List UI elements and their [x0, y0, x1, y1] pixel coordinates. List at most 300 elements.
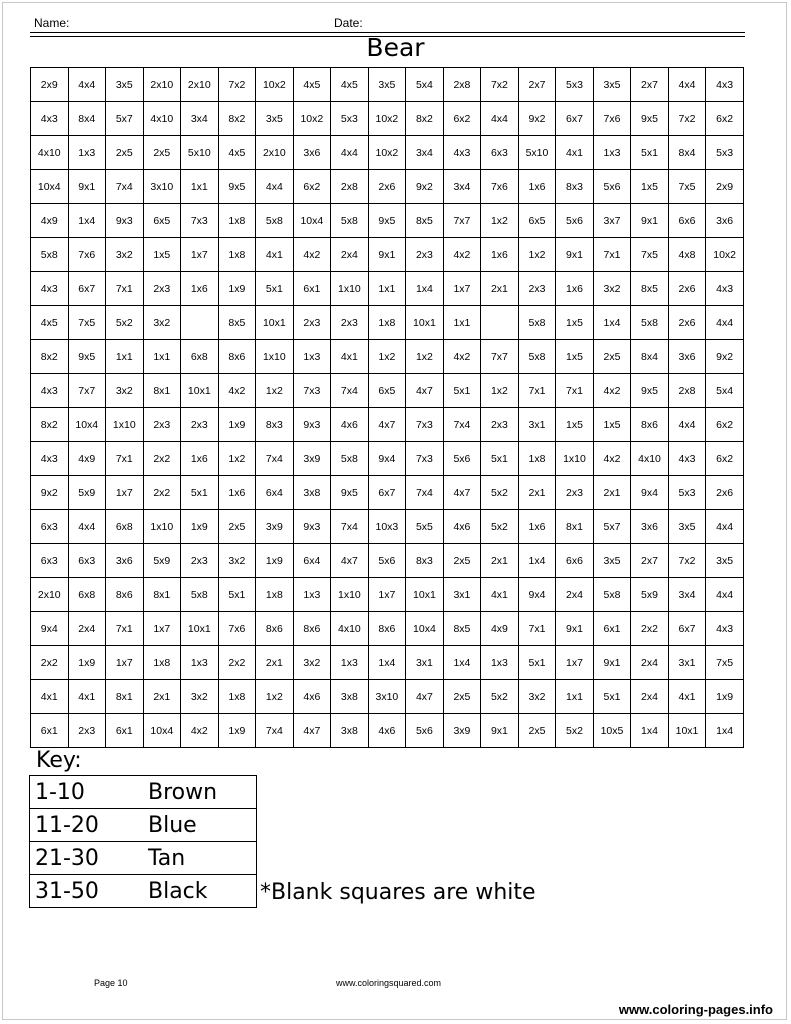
grid-cell[interactable]: 8x2: [31, 340, 69, 374]
grid-cell[interactable]: 4x7: [406, 680, 444, 714]
grid-cell[interactable]: 5x6: [406, 714, 444, 748]
grid-cell-blank[interactable]: [181, 306, 219, 340]
grid-cell[interactable]: 8x6: [106, 578, 144, 612]
grid-cell[interactable]: 5x9: [143, 544, 181, 578]
grid-cell[interactable]: 9x2: [518, 102, 556, 136]
grid-cell[interactable]: 7x3: [406, 408, 444, 442]
grid-cell[interactable]: 3x7: [593, 204, 631, 238]
grid-cell[interactable]: 4x4: [481, 102, 519, 136]
grid-cell[interactable]: 4x10: [631, 442, 669, 476]
grid-cell[interactable]: 5x9: [68, 476, 106, 510]
grid-cell[interactable]: 5x8: [31, 238, 69, 272]
grid-cell[interactable]: 5x8: [331, 204, 369, 238]
grid-cell[interactable]: 8x6: [218, 340, 256, 374]
grid-cell[interactable]: 6x2: [706, 442, 744, 476]
grid-cell[interactable]: 8x4: [668, 136, 706, 170]
grid-cell[interactable]: 1x3: [293, 578, 331, 612]
grid-cell[interactable]: 2x3: [518, 272, 556, 306]
grid-cell[interactable]: 1x1: [181, 170, 219, 204]
grid-cell[interactable]: 3x1: [518, 408, 556, 442]
grid-cell[interactable]: 2x1: [143, 680, 181, 714]
grid-cell[interactable]: 1x5: [556, 408, 594, 442]
grid-cell[interactable]: 1x3: [593, 136, 631, 170]
grid-cell[interactable]: 1x7: [106, 646, 144, 680]
grid-cell[interactable]: 3x6: [668, 340, 706, 374]
grid-cell[interactable]: 1x6: [518, 510, 556, 544]
grid-cell[interactable]: 3x5: [106, 68, 144, 102]
grid-cell[interactable]: 10x2: [368, 102, 406, 136]
grid-cell[interactable]: 7x5: [706, 646, 744, 680]
grid-cell[interactable]: 2x5: [593, 340, 631, 374]
grid-cell[interactable]: 1x8: [218, 238, 256, 272]
grid-cell[interactable]: 5x7: [593, 510, 631, 544]
grid-cell[interactable]: 2x8: [443, 68, 481, 102]
grid-cell[interactable]: 5x8: [518, 340, 556, 374]
grid-cell[interactable]: 8x3: [556, 170, 594, 204]
grid-cell[interactable]: 4x5: [293, 68, 331, 102]
grid-cell[interactable]: 8x4: [68, 102, 106, 136]
grid-cell[interactable]: 10x4: [406, 612, 444, 646]
grid-cell[interactable]: 4x9: [31, 204, 69, 238]
grid-cell[interactable]: 4x1: [556, 136, 594, 170]
grid-cell[interactable]: 5x6: [593, 170, 631, 204]
grid-cell[interactable]: 4x3: [706, 272, 744, 306]
grid-cell[interactable]: 8x5: [631, 272, 669, 306]
grid-cell[interactable]: 4x2: [293, 238, 331, 272]
grid-cell[interactable]: 1x1: [443, 306, 481, 340]
grid-cell[interactable]: 6x5: [143, 204, 181, 238]
grid-cell[interactable]: 9x1: [593, 646, 631, 680]
grid-cell[interactable]: 4x5: [331, 68, 369, 102]
grid-cell[interactable]: 4x1: [256, 238, 294, 272]
grid-cell[interactable]: 10x4: [31, 170, 69, 204]
grid-cell[interactable]: 5x1: [256, 272, 294, 306]
grid-cell[interactable]: 2x5: [443, 544, 481, 578]
grid-cell[interactable]: 2x3: [68, 714, 106, 748]
grid-cell[interactable]: 5x1: [481, 442, 519, 476]
grid-cell[interactable]: 1x4: [706, 714, 744, 748]
grid-cell[interactable]: 1x8: [143, 646, 181, 680]
grid-cell[interactable]: 2x3: [181, 544, 219, 578]
grid-cell[interactable]: 9x1: [68, 170, 106, 204]
grid-cell[interactable]: 4x2: [218, 374, 256, 408]
grid-cell[interactable]: 7x3: [406, 442, 444, 476]
grid-cell[interactable]: 5x8: [181, 578, 219, 612]
grid-cell[interactable]: 1x8: [218, 680, 256, 714]
grid-cell[interactable]: 8x6: [256, 612, 294, 646]
grid-cell[interactable]: 1x4: [593, 306, 631, 340]
grid-cell[interactable]: 4x7: [331, 544, 369, 578]
grid-cell[interactable]: 4x9: [68, 442, 106, 476]
grid-cell[interactable]: 4x4: [68, 68, 106, 102]
grid-cell[interactable]: 1x9: [68, 646, 106, 680]
grid-cell[interactable]: 3x4: [181, 102, 219, 136]
grid-cell[interactable]: 6x1: [106, 714, 144, 748]
grid-cell[interactable]: 2x3: [556, 476, 594, 510]
grid-cell[interactable]: 6x8: [68, 578, 106, 612]
grid-cell[interactable]: 5x8: [593, 578, 631, 612]
grid-cell[interactable]: 10x4: [68, 408, 106, 442]
grid-cell[interactable]: 10x1: [406, 578, 444, 612]
grid-cell[interactable]: 4x4: [256, 170, 294, 204]
grid-cell[interactable]: 2x2: [31, 646, 69, 680]
grid-cell[interactable]: 5x2: [481, 476, 519, 510]
grid-cell[interactable]: 1x5: [556, 340, 594, 374]
grid-cell[interactable]: 3x2: [293, 646, 331, 680]
grid-cell[interactable]: 6x7: [556, 102, 594, 136]
grid-cell[interactable]: 4x2: [443, 238, 481, 272]
grid-cell[interactable]: 4x6: [443, 510, 481, 544]
grid-cell[interactable]: 7x6: [218, 612, 256, 646]
grid-cell[interactable]: 9x3: [106, 204, 144, 238]
grid-cell[interactable]: 3x2: [593, 272, 631, 306]
grid-cell[interactable]: 8x1: [556, 510, 594, 544]
grid-cell[interactable]: 8x4: [631, 340, 669, 374]
grid-cell[interactable]: 9x5: [631, 374, 669, 408]
grid-cell[interactable]: 1x5: [631, 170, 669, 204]
grid-cell[interactable]: 3x9: [256, 510, 294, 544]
grid-cell[interactable]: 1x5: [556, 306, 594, 340]
grid-cell[interactable]: 10x2: [256, 68, 294, 102]
grid-cell[interactable]: 4x4: [706, 510, 744, 544]
grid-cell[interactable]: 1x6: [181, 272, 219, 306]
grid-cell[interactable]: 1x7: [368, 578, 406, 612]
grid-cell[interactable]: 3x5: [256, 102, 294, 136]
grid-cell[interactable]: 1x10: [331, 578, 369, 612]
grid-cell[interactable]: 9x1: [556, 612, 594, 646]
grid-cell[interactable]: 5x8: [631, 306, 669, 340]
grid-cell[interactable]: 4x1: [481, 578, 519, 612]
grid-cell[interactable]: 5x1: [443, 374, 481, 408]
grid-cell[interactable]: 5x1: [593, 680, 631, 714]
grid-cell[interactable]: 5x6: [368, 544, 406, 578]
grid-cell[interactable]: 2x7: [518, 68, 556, 102]
grid-cell[interactable]: 4x5: [31, 306, 69, 340]
grid-cell[interactable]: 5x6: [556, 204, 594, 238]
grid-cell[interactable]: 2x8: [331, 170, 369, 204]
grid-cell[interactable]: 7x3: [293, 374, 331, 408]
grid-cell[interactable]: 5x1: [518, 646, 556, 680]
grid-cell[interactable]: 7x4: [331, 374, 369, 408]
grid-cell[interactable]: 1x6: [556, 272, 594, 306]
grid-cell[interactable]: 2x6: [368, 170, 406, 204]
grid-cell[interactable]: 9x5: [368, 204, 406, 238]
grid-cell[interactable]: 2x7: [631, 544, 669, 578]
grid-cell[interactable]: 4x2: [593, 442, 631, 476]
grid-cell[interactable]: 4x4: [706, 578, 744, 612]
grid-cell[interactable]: 6x8: [181, 340, 219, 374]
grid-cell[interactable]: 7x5: [68, 306, 106, 340]
grid-cell[interactable]: 7x4: [256, 714, 294, 748]
grid-cell[interactable]: 6x8: [106, 510, 144, 544]
grid-cell[interactable]: 8x2: [31, 408, 69, 442]
grid-cell[interactable]: 9x4: [31, 612, 69, 646]
grid-cell[interactable]: 1x2: [406, 340, 444, 374]
grid-cell[interactable]: 3x6: [293, 136, 331, 170]
grid-cell[interactable]: 4x4: [668, 408, 706, 442]
grid-cell[interactable]: 7x7: [443, 204, 481, 238]
grid-cell[interactable]: 2x6: [668, 272, 706, 306]
grid-cell[interactable]: 10x1: [181, 374, 219, 408]
grid-cell[interactable]: 1x7: [143, 612, 181, 646]
grid-cell[interactable]: 6x5: [368, 374, 406, 408]
grid-cell[interactable]: 6x1: [593, 612, 631, 646]
grid-cell[interactable]: 4x5: [218, 136, 256, 170]
grid-cell[interactable]: 1x7: [556, 646, 594, 680]
grid-cell[interactable]: 2x4: [631, 680, 669, 714]
grid-cell[interactable]: 3x5: [593, 544, 631, 578]
grid-cell[interactable]: 7x2: [218, 68, 256, 102]
grid-cell[interactable]: 9x5: [218, 170, 256, 204]
grid-cell[interactable]: 2x5: [443, 680, 481, 714]
grid-cell[interactable]: 2x3: [293, 306, 331, 340]
grid-cell[interactable]: 4x2: [181, 714, 219, 748]
grid-cell[interactable]: 7x7: [481, 340, 519, 374]
grid-cell[interactable]: 4x4: [68, 510, 106, 544]
grid-cell[interactable]: 7x7: [68, 374, 106, 408]
grid-cell[interactable]: 5x10: [181, 136, 219, 170]
grid-cell[interactable]: 9x1: [481, 714, 519, 748]
grid-cell[interactable]: 3x8: [293, 476, 331, 510]
grid-cell[interactable]: 6x4: [293, 544, 331, 578]
grid-cell[interactable]: 5x6: [443, 442, 481, 476]
grid-cell[interactable]: 10x1: [256, 306, 294, 340]
grid-cell[interactable]: 2x3: [481, 408, 519, 442]
grid-cell[interactable]: 4x1: [68, 680, 106, 714]
grid-cell[interactable]: 1x3: [293, 340, 331, 374]
grid-cell[interactable]: 4x6: [331, 408, 369, 442]
grid-cell[interactable]: 3x1: [668, 646, 706, 680]
grid-cell[interactable]: 2x9: [706, 170, 744, 204]
grid-cell[interactable]: 2x5: [106, 136, 144, 170]
grid-cell[interactable]: 6x3: [68, 544, 106, 578]
grid-cell[interactable]: 7x5: [631, 238, 669, 272]
grid-cell[interactable]: 4x6: [368, 714, 406, 748]
grid-cell[interactable]: 5x8: [331, 442, 369, 476]
grid-cell[interactable]: 5x3: [668, 476, 706, 510]
grid-cell[interactable]: 5x3: [331, 102, 369, 136]
grid-cell[interactable]: 10x4: [293, 204, 331, 238]
grid-cell[interactable]: 8x2: [406, 102, 444, 136]
grid-cell[interactable]: 3x9: [293, 442, 331, 476]
grid-cell[interactable]: 6x6: [556, 544, 594, 578]
grid-cell[interactable]: 5x9: [631, 578, 669, 612]
grid-cell[interactable]: 1x4: [68, 204, 106, 238]
grid-cell[interactable]: 9x1: [368, 238, 406, 272]
grid-cell[interactable]: 5x2: [481, 510, 519, 544]
grid-cell[interactable]: 1x6: [181, 442, 219, 476]
grid-cell[interactable]: 2x10: [256, 136, 294, 170]
grid-cell[interactable]: 5x4: [406, 68, 444, 102]
grid-cell[interactable]: 2x1: [481, 272, 519, 306]
grid-cell[interactable]: 8x2: [218, 102, 256, 136]
grid-cell[interactable]: 8x3: [406, 544, 444, 578]
grid-cell[interactable]: 5x1: [181, 476, 219, 510]
grid-cell[interactable]: 5x3: [556, 68, 594, 102]
grid-cell[interactable]: 6x2: [293, 170, 331, 204]
grid-cell[interactable]: 10x2: [293, 102, 331, 136]
grid-cell[interactable]: 4x10: [143, 102, 181, 136]
grid-cell[interactable]: 2x3: [181, 408, 219, 442]
grid-cell[interactable]: 1x7: [106, 476, 144, 510]
grid-cell[interactable]: 7x1: [518, 374, 556, 408]
grid-cell[interactable]: 9x4: [631, 476, 669, 510]
grid-cell[interactable]: 10x4: [143, 714, 181, 748]
grid-cell[interactable]: 5x1: [631, 136, 669, 170]
grid-cell[interactable]: 2x7: [631, 68, 669, 102]
grid-cell[interactable]: 5x10: [518, 136, 556, 170]
grid-cell[interactable]: 9x3: [293, 408, 331, 442]
grid-cell[interactable]: 1x10: [256, 340, 294, 374]
grid-cell[interactable]: 6x3: [481, 136, 519, 170]
grid-cell[interactable]: 7x1: [106, 612, 144, 646]
grid-cell[interactable]: 6x3: [31, 510, 69, 544]
grid-cell[interactable]: 1x2: [256, 680, 294, 714]
grid-cell[interactable]: 3x2: [143, 306, 181, 340]
grid-cell[interactable]: 2x10: [181, 68, 219, 102]
grid-cell[interactable]: 4x10: [331, 612, 369, 646]
grid-cell[interactable]: 5x5: [406, 510, 444, 544]
grid-cell[interactable]: 1x1: [368, 272, 406, 306]
grid-cell[interactable]: 3x10: [368, 680, 406, 714]
grid-cell[interactable]: 3x9: [443, 714, 481, 748]
grid-cell[interactable]: 7x1: [518, 612, 556, 646]
grid-cell[interactable]: 5x8: [256, 204, 294, 238]
grid-cell[interactable]: 2x9: [31, 68, 69, 102]
grid-cell[interactable]: 1x8: [368, 306, 406, 340]
grid-cell[interactable]: 7x4: [443, 408, 481, 442]
grid-cell[interactable]: 9x4: [368, 442, 406, 476]
grid-cell[interactable]: 3x8: [331, 714, 369, 748]
grid-cell[interactable]: 1x4: [518, 544, 556, 578]
grid-cell[interactable]: 2x2: [218, 646, 256, 680]
grid-cell[interactable]: 3x10: [143, 170, 181, 204]
grid-cell[interactable]: 1x6: [518, 170, 556, 204]
grid-cell[interactable]: 2x3: [406, 238, 444, 272]
grid-cell[interactable]: 4x3: [31, 102, 69, 136]
grid-cell[interactable]: 4x3: [31, 442, 69, 476]
grid-cell[interactable]: 1x2: [368, 340, 406, 374]
grid-cell[interactable]: 4x4: [331, 136, 369, 170]
grid-cell-blank[interactable]: [481, 306, 519, 340]
grid-cell[interactable]: 8x6: [368, 612, 406, 646]
grid-cell[interactable]: 6x7: [668, 612, 706, 646]
grid-cell[interactable]: 2x10: [143, 68, 181, 102]
grid-cell[interactable]: 4x2: [593, 374, 631, 408]
grid-cell[interactable]: 7x4: [331, 510, 369, 544]
grid-cell[interactable]: 4x3: [668, 442, 706, 476]
grid-cell[interactable]: 7x4: [256, 442, 294, 476]
grid-cell[interactable]: 2x5: [218, 510, 256, 544]
grid-cell[interactable]: 1x9: [706, 680, 744, 714]
grid-cell[interactable]: 4x1: [668, 680, 706, 714]
grid-cell[interactable]: 1x3: [181, 646, 219, 680]
grid-cell[interactable]: 1x9: [218, 408, 256, 442]
grid-cell[interactable]: 2x6: [706, 476, 744, 510]
grid-cell[interactable]: 9x2: [406, 170, 444, 204]
grid-cell[interactable]: 3x4: [443, 170, 481, 204]
grid-cell[interactable]: 4x10: [31, 136, 69, 170]
grid-cell[interactable]: 7x1: [106, 442, 144, 476]
grid-cell[interactable]: 8x5: [406, 204, 444, 238]
grid-cell[interactable]: 4x3: [443, 136, 481, 170]
grid-cell[interactable]: 5x2: [106, 306, 144, 340]
grid-cell[interactable]: 2x1: [481, 544, 519, 578]
grid-cell[interactable]: 2x5: [143, 136, 181, 170]
grid-cell[interactable]: 2x3: [331, 306, 369, 340]
grid-cell[interactable]: 9x5: [331, 476, 369, 510]
grid-cell[interactable]: 9x2: [706, 340, 744, 374]
grid-cell[interactable]: 2x2: [631, 612, 669, 646]
grid-cell[interactable]: 5x1: [218, 578, 256, 612]
grid-cell[interactable]: 10x3: [368, 510, 406, 544]
grid-cell[interactable]: 1x8: [218, 204, 256, 238]
grid-cell[interactable]: 1x10: [331, 272, 369, 306]
grid-cell[interactable]: 1x10: [143, 510, 181, 544]
grid-cell[interactable]: 2x10: [31, 578, 69, 612]
grid-cell[interactable]: 4x3: [706, 612, 744, 646]
grid-cell[interactable]: 3x5: [706, 544, 744, 578]
grid-cell[interactable]: 3x6: [631, 510, 669, 544]
grid-cell[interactable]: 2x3: [143, 272, 181, 306]
grid-cell[interactable]: 5x2: [556, 714, 594, 748]
grid-cell[interactable]: 1x2: [481, 204, 519, 238]
grid-cell[interactable]: 2x2: [143, 442, 181, 476]
grid-cell[interactable]: 4x3: [31, 272, 69, 306]
grid-cell[interactable]: 3x5: [593, 68, 631, 102]
grid-cell[interactable]: 1x8: [518, 442, 556, 476]
grid-cell[interactable]: 1x7: [181, 238, 219, 272]
grid-cell[interactable]: 2x1: [593, 476, 631, 510]
grid-cell[interactable]: 4x6: [293, 680, 331, 714]
grid-cell[interactable]: 8x1: [106, 680, 144, 714]
grid-cell[interactable]: 4x8: [668, 238, 706, 272]
grid-cell[interactable]: 4x7: [293, 714, 331, 748]
grid-cell[interactable]: 6x4: [256, 476, 294, 510]
grid-cell[interactable]: 1x10: [106, 408, 144, 442]
grid-cell[interactable]: 1x10: [556, 442, 594, 476]
grid-cell[interactable]: 3x4: [668, 578, 706, 612]
grid-cell[interactable]: 2x8: [668, 374, 706, 408]
grid-cell[interactable]: 1x4: [443, 646, 481, 680]
grid-cell[interactable]: 9x1: [556, 238, 594, 272]
grid-cell[interactable]: 5x8: [518, 306, 556, 340]
grid-cell[interactable]: 2x4: [631, 646, 669, 680]
grid-cell[interactable]: 1x1: [106, 340, 144, 374]
grid-cell[interactable]: 2x4: [68, 612, 106, 646]
grid-cell[interactable]: 1x2: [256, 374, 294, 408]
grid-cell[interactable]: 1x2: [481, 374, 519, 408]
grid-cell[interactable]: 4x7: [368, 408, 406, 442]
grid-cell[interactable]: 7x5: [668, 170, 706, 204]
grid-cell[interactable]: 9x4: [518, 578, 556, 612]
grid-cell[interactable]: 3x8: [331, 680, 369, 714]
grid-cell[interactable]: 3x4: [406, 136, 444, 170]
grid-cell[interactable]: 1x4: [406, 272, 444, 306]
grid-cell[interactable]: 6x2: [706, 408, 744, 442]
grid-cell[interactable]: 3x2: [106, 374, 144, 408]
grid-cell[interactable]: 8x3: [256, 408, 294, 442]
grid-cell[interactable]: 7x4: [406, 476, 444, 510]
grid-cell[interactable]: 9x1: [631, 204, 669, 238]
grid-cell[interactable]: 3x1: [443, 578, 481, 612]
grid-cell[interactable]: 6x7: [368, 476, 406, 510]
grid-cell[interactable]: 4x2: [443, 340, 481, 374]
grid-cell[interactable]: 1x9: [181, 510, 219, 544]
grid-cell[interactable]: 1x5: [143, 238, 181, 272]
grid-cell[interactable]: 10x1: [668, 714, 706, 748]
grid-cell[interactable]: 2x4: [556, 578, 594, 612]
